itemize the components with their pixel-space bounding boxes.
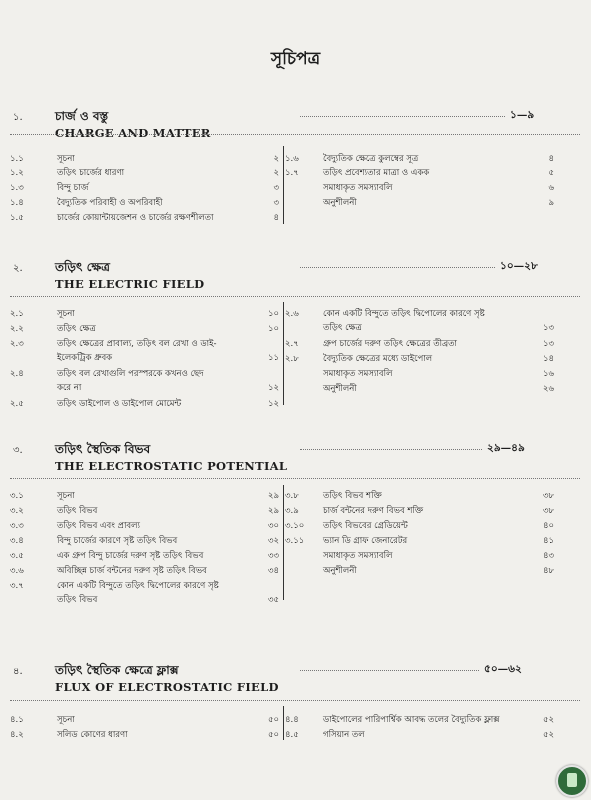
section-page-number: ২৯ (267, 491, 279, 501)
section-title: সলিড কোণের ধারণা (57, 730, 128, 740)
section-page-number: ৩৮ (542, 491, 554, 501)
section-title: গসিয়ান তল (323, 730, 365, 740)
section-page-number: ৯ (548, 198, 554, 208)
section-title: করে না (57, 383, 82, 393)
chapter-divider (300, 449, 482, 450)
section-number: ৩.৫ (10, 551, 24, 561)
section-page-number: ১০ (267, 309, 279, 319)
section-title: তড়িৎ বিভবের গ্রেডিয়েন্ট (323, 521, 408, 531)
section-title: অনুশীলনী (323, 198, 357, 208)
section-number: ২.৩ (10, 339, 24, 349)
section-number: ৩.৭ (10, 581, 24, 591)
section-number: ১.৩ (10, 183, 24, 193)
section-number: ৩.৪ (10, 536, 24, 546)
section-number: ২.৪ (10, 369, 24, 379)
chapter-number: ১. (13, 112, 23, 123)
section-title: তড়িৎ বল রেখাগুলি পরস্পরকে কখনও ছেদ (57, 369, 204, 379)
section-page-number: ১৩ (542, 323, 554, 333)
column-divider (283, 302, 284, 405)
chapter-page-range: ১০—২৮ (500, 260, 538, 272)
chapter-title-english: THE ELECTROSTATIC POTENTIAL (55, 459, 288, 473)
section-number: ১.৪ (10, 198, 24, 208)
section-number: ২.১ (10, 309, 24, 319)
chapter-title-bengali: তড়িৎ স্থৈতিক ক্ষেত্রে ফ্লাক্স (55, 663, 179, 677)
section-page-number: ৫২ (542, 715, 554, 725)
section-title: বৈদ্যুতিক ক্ষেত্রে কুলম্বের সূত্র (323, 154, 419, 164)
chapter-page-range: ৫০—৬২ (484, 663, 522, 675)
section-title: কোন একটি বিন্দুতে তড়িৎ দ্বিপোলের কারণে সৃষ্ট (323, 309, 485, 319)
section-page-number: ৩২ (267, 536, 279, 546)
column-divider (283, 146, 284, 224)
section-page-number: ১০ (267, 324, 279, 334)
section-title: বৈদ্যুতিক পরিবাহী ও অপরিবাহী (57, 198, 163, 208)
chapter-rule (10, 700, 580, 701)
chapter-rule (10, 296, 580, 297)
section-title: অনুশীলনী (323, 566, 357, 576)
chapter-divider (300, 116, 505, 117)
section-number: ১.১ (10, 154, 24, 164)
section-page-number: ১১ (267, 353, 279, 363)
section-number: ৩.১ (10, 491, 24, 501)
section-number: ২.২ (10, 324, 24, 334)
section-number: ৪.৪ (285, 715, 299, 725)
section-title: সমাধাকৃত সমস্যাবলি (323, 369, 393, 379)
chapter-rule (10, 134, 580, 135)
section-title: এক গ্রুপ বিন্দু চার্জের দরুণ সৃষ্ট তড়িৎ বিভব (57, 551, 204, 561)
section-number: ২.৭ (285, 339, 299, 349)
section-page-number: ২ (273, 154, 279, 164)
section-title: তড়িৎ ক্ষেত্র (57, 324, 96, 334)
section-number: ৩.৯ (285, 506, 299, 516)
section-page-number: ৩৪ (267, 566, 279, 576)
section-title: ভ্যান ডি গ্রাফ জেনারেটর (323, 536, 408, 546)
section-page-number: ২৬ (542, 384, 554, 394)
section-title: অনুশীলনী (323, 384, 357, 394)
section-title: চার্জের কোয়ান্টায়জেশন ও চার্জের রক্ষণশীলতা (57, 213, 214, 223)
section-title: সমাধাকৃত সমস্যাবলি (323, 183, 393, 193)
section-title: তড়িৎ বিভব (57, 506, 98, 516)
section-page-number: ৪১ (542, 536, 554, 546)
chapter-title-bengali: তড়িৎ স্থৈতিক বিভব (55, 442, 151, 456)
section-title: তড়িৎ বিভব এবং প্রাবল্য (57, 521, 140, 531)
section-title: তড়িৎ বিভব শক্তি (323, 491, 382, 501)
chapter-title-bengali: তড়িৎ ক্ষেত্র (55, 260, 111, 274)
section-number: ৩.৬ (10, 566, 24, 576)
chapter-divider (300, 670, 479, 671)
section-number: ৪.৫ (285, 730, 299, 740)
section-title: কোন একটি বিন্দুতে তড়িৎ দ্বিপোলের কারণে সৃষ্ট (57, 581, 219, 591)
section-page-number: ৫০ (267, 730, 279, 740)
section-page-number: ৩ (273, 198, 279, 208)
section-title: তড়িৎ প্রবেশ্যতার মাত্রা ও একক (323, 168, 430, 178)
column-divider (283, 706, 284, 740)
section-title: ডাইপোলের পারিপার্শ্বিক আবদ্ধ তলের বৈদ্যুতিক ফ্লাক্স (323, 715, 500, 725)
chapter-page-range: ২৯—৪৯ (487, 442, 525, 454)
chapter-rule (10, 478, 580, 479)
section-page-number: ৩ (273, 183, 279, 193)
section-number: ১.৬ (285, 154, 299, 164)
section-title: সূচনা (57, 309, 75, 319)
section-number: ১.৭ (285, 168, 299, 178)
section-number: ৩.১১ (285, 536, 305, 546)
section-title: গ্রুপ চার্জের দরুণ তড়িৎ ক্ষেত্রের তীব্রতা (323, 339, 457, 349)
section-title: সমাধাকৃত সমস্যাবলি (323, 551, 393, 561)
section-page-number: ৪ (548, 154, 554, 164)
section-page-number: ৪ (273, 213, 279, 223)
section-number: ৩.১০ (285, 521, 305, 531)
chapter-title-bengali: চার্জ ও বস্তু (55, 109, 109, 123)
section-title: তড়িৎ ক্ষেত্র (323, 323, 362, 333)
section-title: চার্জ বন্টনের দরুণ বিভব শক্তি (323, 506, 424, 516)
section-title: বৈদ্যুতিক ক্ষেত্রের মধ্যে ডাইপোল (323, 354, 433, 364)
section-number: ৪.১ (10, 715, 24, 725)
app-logo-icon[interactable] (556, 765, 588, 797)
section-number: ১.২ (10, 168, 24, 178)
chapter-number: ৩. (13, 445, 23, 456)
section-number: ৩.৩ (10, 521, 24, 531)
page-title: সূচিপত্র (270, 49, 321, 69)
column-divider (283, 485, 284, 600)
section-number: ২.৬ (285, 309, 299, 319)
section-page-number: ১২ (267, 399, 279, 409)
section-page-number: ৪৩ (542, 551, 554, 561)
section-title: বিন্দু চার্জ (57, 183, 89, 193)
section-page-number: ৩৮ (542, 506, 554, 516)
section-title: বিন্দু চার্জের কারণে সৃষ্ট তড়িৎ বিভব (57, 536, 178, 546)
section-number: ৩.২ (10, 506, 24, 516)
section-page-number: ৬ (548, 183, 554, 193)
section-title: সূচনা (57, 491, 75, 501)
chapter-page-range: ১—৯ (510, 109, 535, 121)
section-page-number: ৫০ (267, 715, 279, 725)
section-page-number: ৩৩ (267, 551, 279, 561)
section-page-number: ১২ (267, 383, 279, 393)
section-page-number: ১৩ (542, 339, 554, 349)
section-title: সূচনা (57, 715, 75, 725)
section-number: ৩.৮ (285, 491, 299, 501)
section-number: ১.৫ (10, 213, 24, 223)
section-title: তড়িৎ ক্ষেত্রের প্রাবাল্য, তড়িৎ বল রেখা ও ডাই- (57, 339, 217, 349)
section-page-number: ২৯ (267, 506, 279, 516)
section-title: তড়িৎ বিভব (57, 595, 98, 605)
section-title: সূচনা (57, 154, 75, 164)
section-number: ২.৮ (285, 354, 299, 364)
section-title: অবিচ্ছিন্ন চার্জ বন্টনের দরুণ সৃষ্ট তড়িৎ বিভব (57, 566, 207, 576)
chapter-number: ৪. (13, 666, 23, 677)
chapter-title-english: THE ELECTRIC FIELD (55, 277, 205, 291)
section-page-number: ৪০ (542, 521, 554, 531)
section-title: তড়িৎ চার্জের ধারণা (57, 168, 125, 178)
section-page-number: ৪৮ (542, 566, 554, 576)
section-page-number: ১৪ (542, 354, 554, 364)
section-page-number: ৫২ (542, 730, 554, 740)
chapter-title-english: FLUX OF ELECTROSTATIC FIELD (55, 680, 279, 694)
chapter-number: ২. (13, 263, 23, 274)
chapter-divider (300, 267, 495, 268)
section-page-number: ২ (273, 168, 279, 178)
section-title: ইলেকট্রিক ধ্রুবক (57, 353, 113, 363)
chapter-title-english: CHARGE AND MATTER (55, 126, 211, 140)
section-page-number: ৩৫ (267, 595, 279, 605)
section-number: ২.৫ (10, 399, 24, 409)
section-page-number: ৫ (548, 168, 554, 178)
section-number: ৪.২ (10, 730, 24, 740)
section-page-number: ১৬ (542, 369, 554, 379)
section-title: তড়িৎ ডাইপোল ও ডাইপোল মোমেন্ট (57, 399, 182, 409)
section-page-number: ৩০ (267, 521, 279, 531)
